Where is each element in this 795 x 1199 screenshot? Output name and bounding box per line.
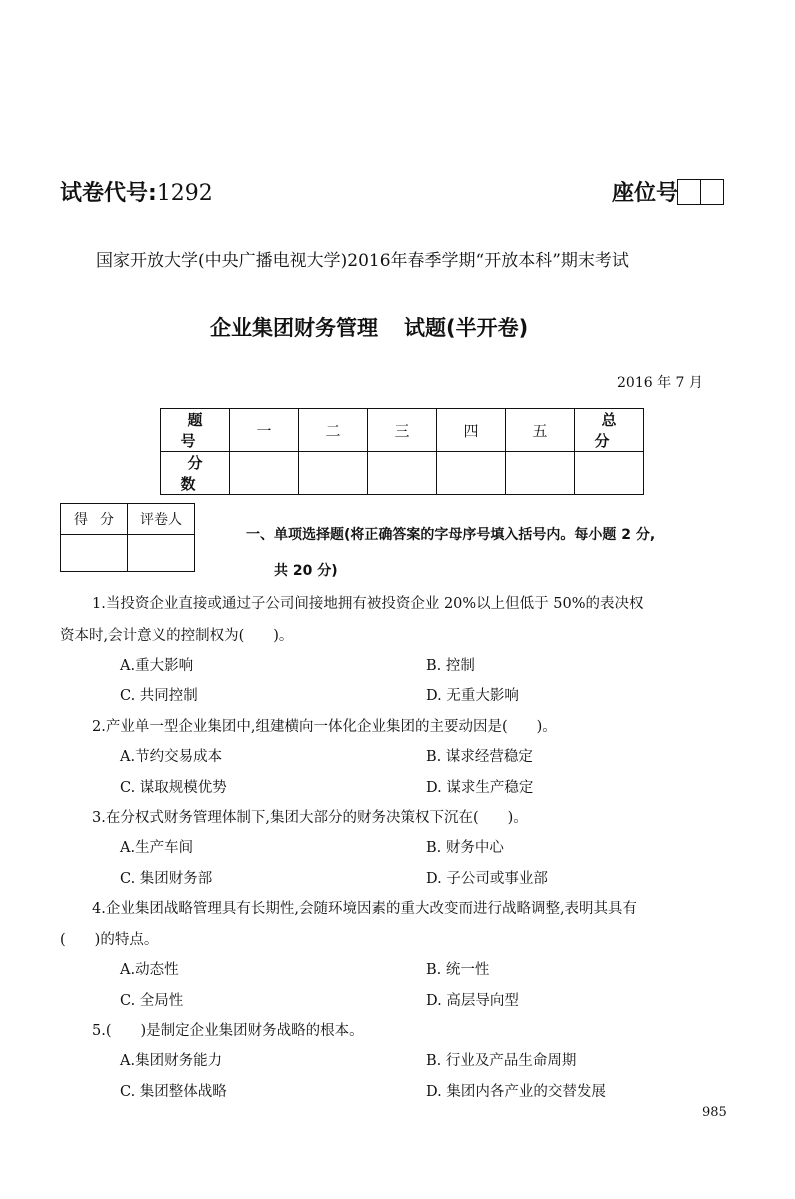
question-4-text: 4.企业集团战略管理具有长期性,会随环境因素的重大改变而进行战略调整,表明其具有 bbox=[92, 901, 638, 917]
score-row-label: 分数 bbox=[161, 452, 230, 495]
question-5-option-c: C. 集团整体战略 bbox=[120, 1084, 227, 1100]
question-1-option-d: D. 无重大影响 bbox=[426, 688, 519, 704]
seat-box-2 bbox=[700, 179, 724, 205]
score-cell bbox=[368, 452, 437, 495]
question-2-option-b: B. 谋求经营稳定 bbox=[426, 749, 533, 765]
exam-date: 2016 年 7 月 bbox=[617, 375, 703, 391]
score-table bbox=[160, 408, 644, 495]
score-header-3: 三 bbox=[368, 409, 437, 452]
paper-code-label: 试卷代号: bbox=[60, 181, 157, 206]
grader-score-cell bbox=[61, 535, 128, 572]
score-header-1: 一 bbox=[230, 409, 299, 452]
paper-code-value: 1292 bbox=[156, 181, 213, 206]
question-3-option-a: A.生产车间 bbox=[120, 840, 194, 856]
question-2-option-a: A.节约交易成本 bbox=[120, 749, 223, 765]
score-header-4: 四 bbox=[437, 409, 506, 452]
question-3-text: 3.在分权式财务管理体制下,集团大部分的财务决策权下沉在( )。 bbox=[92, 810, 528, 826]
seat-box-1 bbox=[677, 179, 701, 205]
seat-number bbox=[612, 176, 724, 207]
question-4-option-c: C. 全局性 bbox=[120, 993, 184, 1009]
score-header-total: 总分 bbox=[575, 409, 644, 452]
paper-code bbox=[60, 176, 213, 207]
score-cell bbox=[506, 452, 575, 495]
section-heading-cont: 共 20 分) bbox=[274, 563, 338, 579]
grader-table bbox=[60, 503, 195, 572]
score-header-label: 题号 bbox=[161, 409, 230, 452]
question-1-option-b: B. 控制 bbox=[426, 658, 475, 674]
section-heading: 一、单项选择题(将正确答案的字母序号填入括号内。每小题 2 分, bbox=[246, 527, 656, 543]
question-1-option-c: C. 共同控制 bbox=[120, 688, 198, 704]
question-2-option-c: C. 谋取规模优势 bbox=[120, 780, 227, 796]
question-5-text: 5.( )是制定企业集团财务战略的根本。 bbox=[92, 1023, 364, 1039]
score-cell bbox=[437, 452, 506, 495]
question-5-option-b: B. 行业及产品生命周期 bbox=[426, 1053, 577, 1069]
question-5-option-a: A.集团财务能力 bbox=[120, 1053, 223, 1069]
question-3-option-c: C. 集团财务部 bbox=[120, 871, 213, 887]
question-5-option-d: D. 集团内各产业的交替发展 bbox=[426, 1084, 606, 1100]
grader-score-label: 得分 bbox=[61, 504, 128, 535]
score-header-2: 二 bbox=[299, 409, 368, 452]
score-table-value-row bbox=[161, 452, 644, 495]
page-title bbox=[210, 312, 528, 342]
question-4-option-b: B. 统一性 bbox=[426, 962, 490, 978]
score-header-5: 五 bbox=[506, 409, 575, 452]
paper-type: 试题(半开卷) bbox=[404, 316, 529, 340]
grader-name-cell bbox=[128, 535, 195, 572]
grader-name-label: 评卷人 bbox=[128, 504, 195, 535]
question-1-text-cont: 资本时,会计意义的控制权为( )。 bbox=[60, 628, 294, 644]
question-4-text-cont: ( )的特点。 bbox=[60, 932, 159, 948]
question-2-option-d: D. 谋求生产稳定 bbox=[426, 780, 534, 796]
question-3-option-d: D. 子公司或事业部 bbox=[426, 871, 548, 887]
score-cell bbox=[299, 452, 368, 495]
question-1-option-a: A.重大影响 bbox=[120, 658, 194, 674]
page-number: 985 bbox=[702, 1105, 727, 1120]
score-cell bbox=[575, 452, 644, 495]
seat-number-label: 座位号 bbox=[612, 181, 679, 206]
question-4-option-a: A.动态性 bbox=[120, 962, 179, 978]
subject-title: 企业集团财务管理 bbox=[210, 316, 378, 340]
score-cell bbox=[230, 452, 299, 495]
exam-name: 国家开放大学(中央广播电视大学)2016年春季学期“开放本科”期末考试 bbox=[96, 251, 629, 271]
question-3-option-b: B. 财务中心 bbox=[426, 840, 504, 856]
question-2-text: 2.产业单一型企业集团中,组建横向一体化企业集团的主要动因是( )。 bbox=[92, 719, 557, 735]
score-table-header-row bbox=[161, 409, 644, 452]
question-1-text: 1.当投资企业直接或通过子公司间接地拥有被投资企业 20%以上但低于 50%的表决权 bbox=[92, 596, 644, 612]
question-4-option-d: D. 高层导向型 bbox=[426, 993, 519, 1009]
